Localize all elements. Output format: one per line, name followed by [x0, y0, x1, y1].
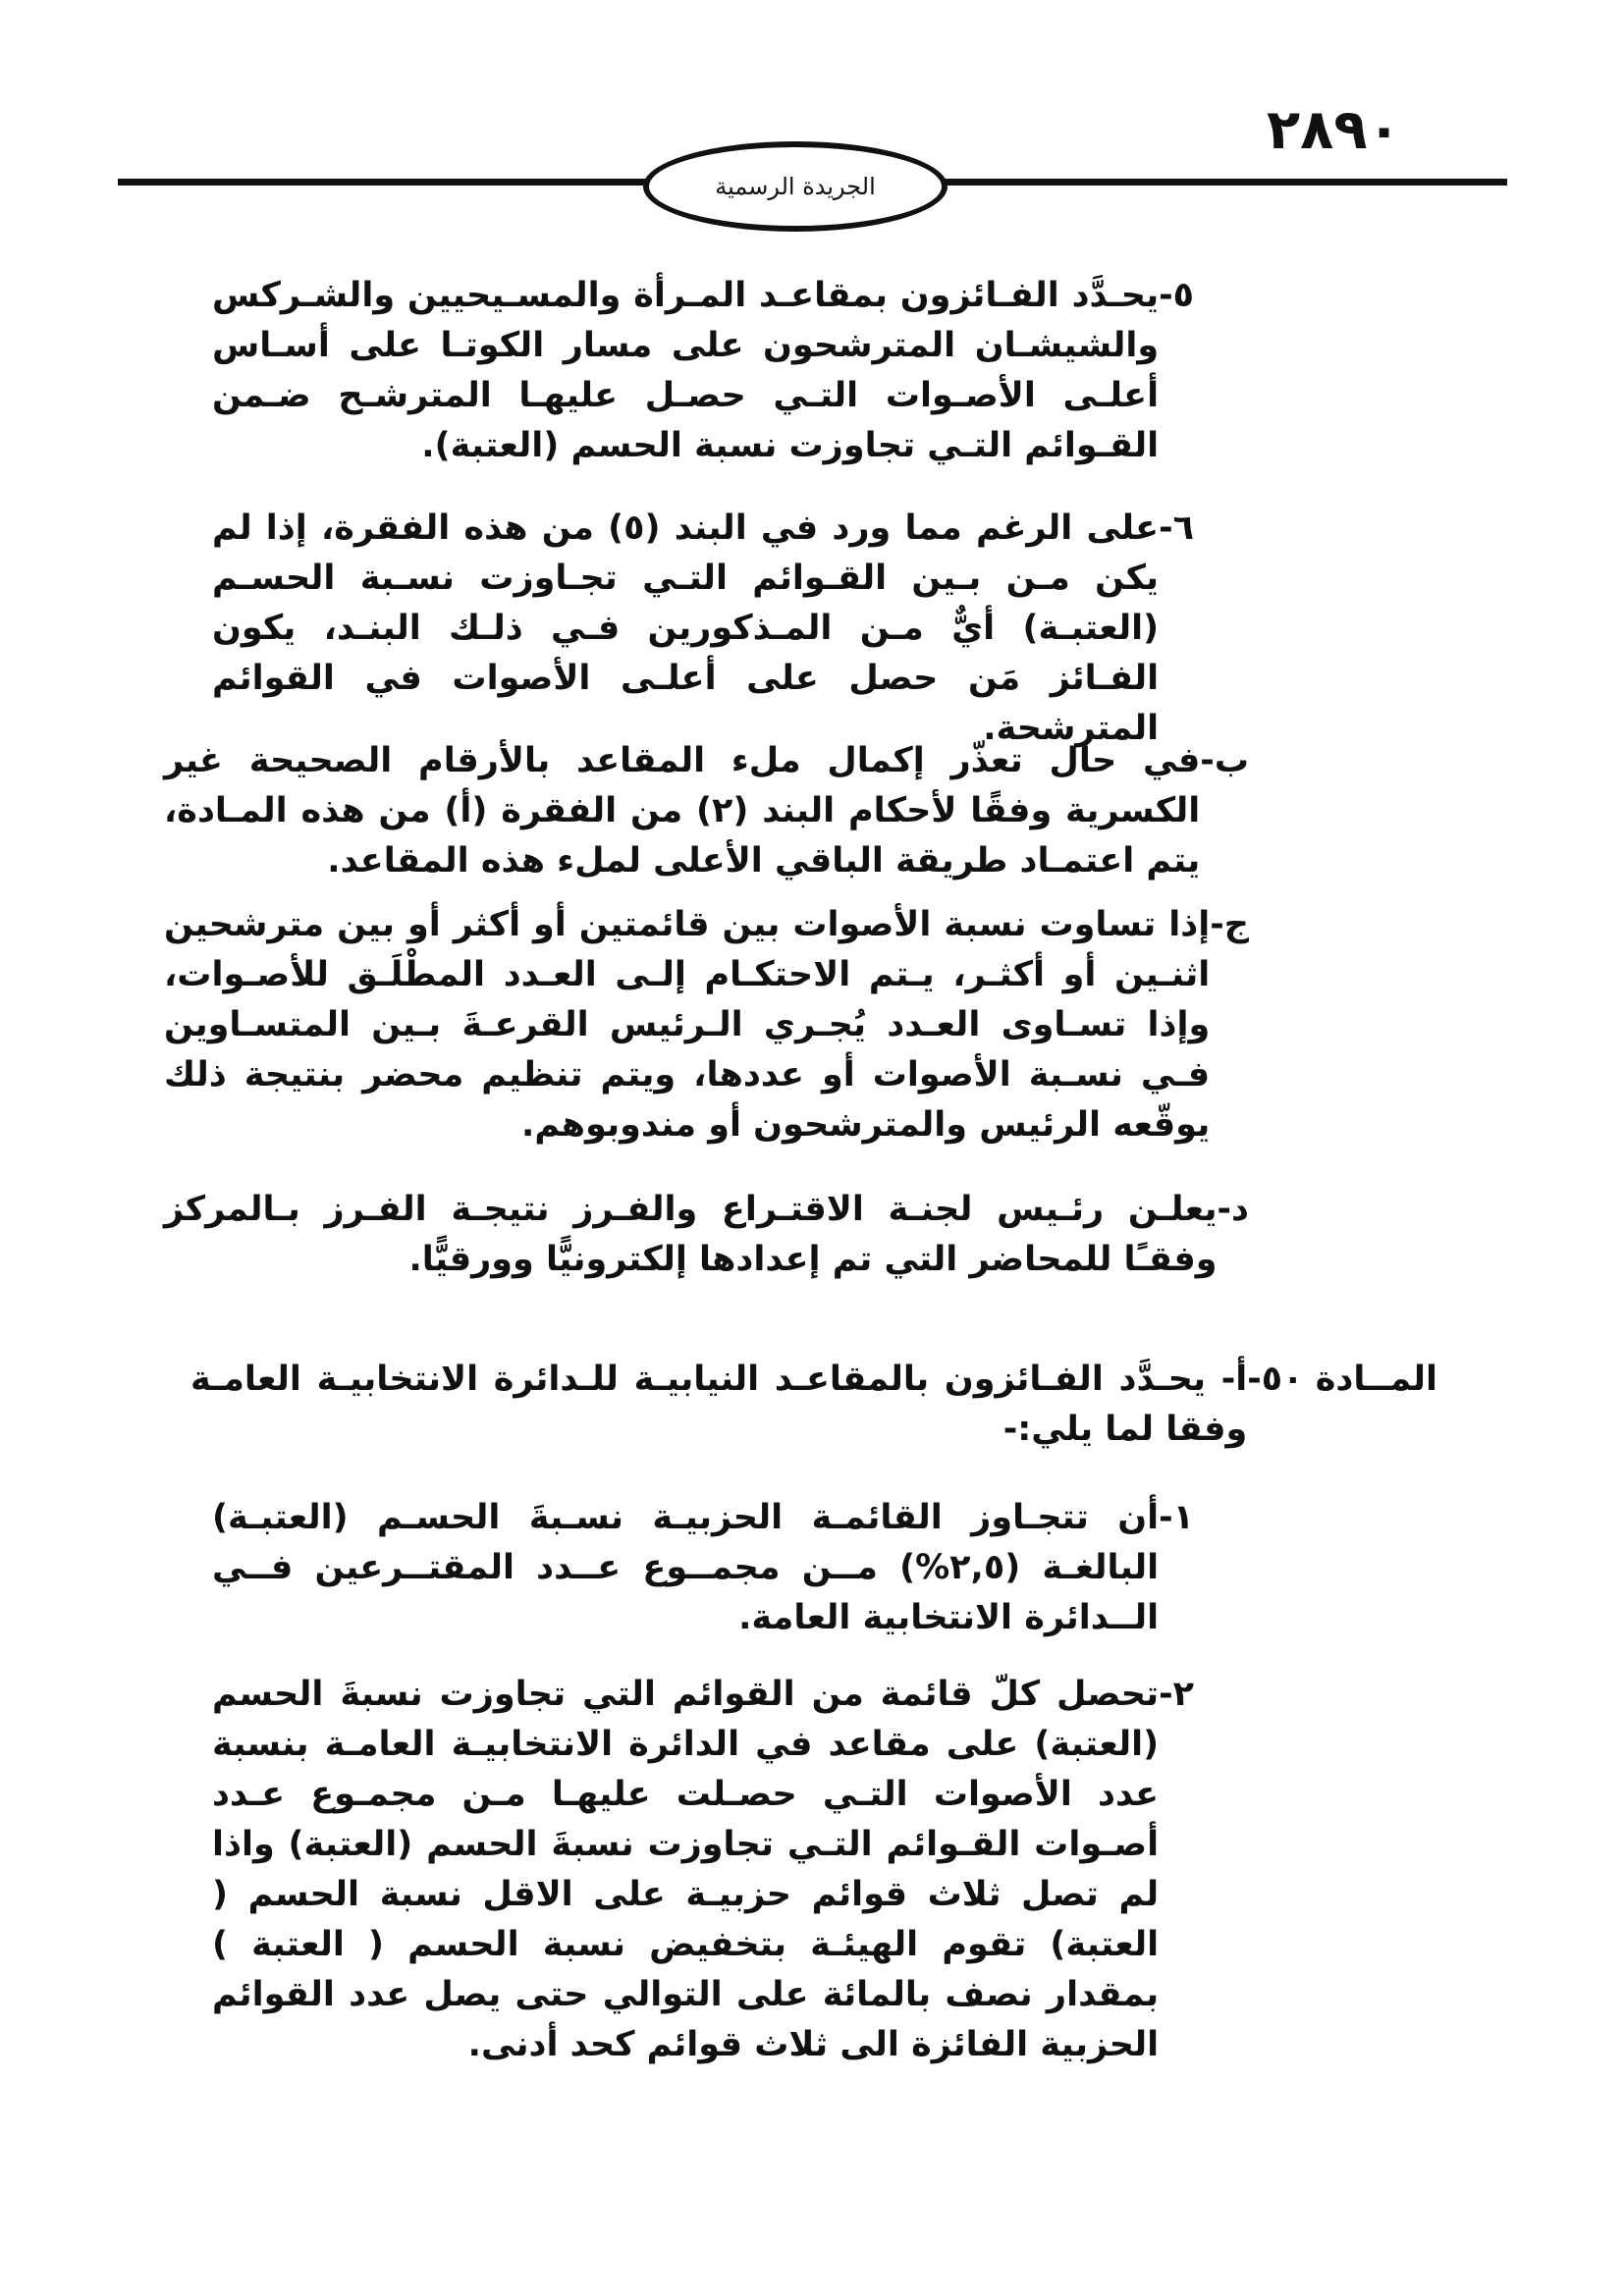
- article-intro-text: أ- يحـدَّد الفـائزون بالمقاعـد النيابيـة للـدائرة الانتخابيـة العامـة وفقا لما يلي:-: [190, 1360, 1248, 1449]
- clause-b: [164, 736, 1249, 886]
- clause-text: في حال تعذّر إكمال ملء المقاعد بالأرقام الصحيحة غير الكسرية وفقًا لأحكام البند (٢) من الفقرة (أ) من هذه المـادة، يتم اعتمـاد طريقة الباقي الأعلى لملء هذه المقاعد.: [164, 741, 1201, 881]
- article-50-clause-1: [212, 1493, 1194, 1643]
- clause-marker: ١-: [1159, 1498, 1194, 1537]
- article-label: المــادة ٥٠-: [1247, 1360, 1437, 1399]
- gazette-title: الجريدة الرسمية: [715, 173, 876, 200]
- clause-text: أن تتجـاوز القائمـة الحزبيـة نسـبةَ الحسـم (العتبـة) البالغـة (٢,٥%) مــن مجمــوع عــدد المقتــرعين فــي الــدائرة الانتخابية العامة.: [212, 1498, 1160, 1637]
- clause-text: إذا تساوت نسبة الأصوات بين قائمتين أو أكثر أو بين مترشحين اثنـين أو أكثـر، يـتم الاحتكـام إلـى العـدد المطْلَـق للأصـوات، وإذا تسـاوى العـدد يُجـري الـرئيس القرعـةَ بـين المتسـاوين فـي نسـبة الأصوات أو عددها، ويتم تنظيم محضر بنتيجة ذلك يوقّعه الرئيس والمترشحون أو مندوبوهم.: [164, 905, 1211, 1145]
- clause-marker: ٦-: [1159, 508, 1194, 548]
- clause-text: تحصل كلّ قائمة من القوائم التي تجاوزت نسبةَ الحسم (العتبة) على مقاعد في الدائرة الانتخابيـة العامـة بنسبة عدد الأصوات التـي حصـلت عليهـا مـن مجمـوع عـدد أصـوات القـوائم التـي تجاوزت نسبةَ الحسم (العتبة) واذا لم تصل ثلاث قوائم حزبيـة على الاقل نسبة الحسم ( العتبة) تقوم الهيئـة بتخفيض نسبة الحسم ( العتبة ) بمقدار نصف بالمائة على التوالي حتى يصل عدد القوائم الحزبية الفائزة الى ثلاث قوائم كحد أدنى.: [212, 1675, 1160, 2064]
- clause-text: يحـدَّد الفـائزون بمقاعـد المـرأة والمسـيحيين والشـركس والشيشـان المترشحون على مسار الكوتـا على أسـاس أعلـى الأصـوات التـي حصـل عليهـا المترشـح ضـمن القـوائم التـي تجاوزت نسبة الحسم (العتبة).: [212, 276, 1160, 465]
- clause-marker: ٢-: [1159, 1675, 1194, 1714]
- clause-6: [212, 504, 1194, 754]
- clause-text: على الرغم مما ورد في البند (٥) من هذه الفقرة، إذا لم يكن مـن بـين القـوائم التـي تجـاوزت نسـبة الحسـم (العتبـة) أيٌّ مـن المـذكورين فـي ذلـك البنـد، يكون الفـائز مَن حصل على أعلـى الأصوات في القوائم المترشحة.: [212, 508, 1160, 748]
- clause-marker: ج-: [1210, 905, 1249, 944]
- gazette-title-oval: [643, 141, 947, 232]
- article-50-clause-2: [212, 1670, 1194, 2070]
- article-50-heading: [190, 1355, 1437, 1455]
- clause-c: [164, 900, 1249, 1150]
- clause-d: [164, 1185, 1249, 1285]
- clause-marker: ٥-: [1159, 276, 1194, 315]
- clause-marker: د-: [1217, 1190, 1249, 1229]
- clause-marker: ب-: [1200, 741, 1249, 780]
- clause-5: [212, 271, 1194, 471]
- clause-text: يعلـن رئـيس لجنـة الاقتـراع والفـرز نتيجـة الفـرز بـالمركز وفقـًا للمحاضر التي تم إعدادها إلكترونيًّا وورقيًّا.: [164, 1190, 1218, 1279]
- page-number: ٢٨٩٠: [1267, 98, 1401, 162]
